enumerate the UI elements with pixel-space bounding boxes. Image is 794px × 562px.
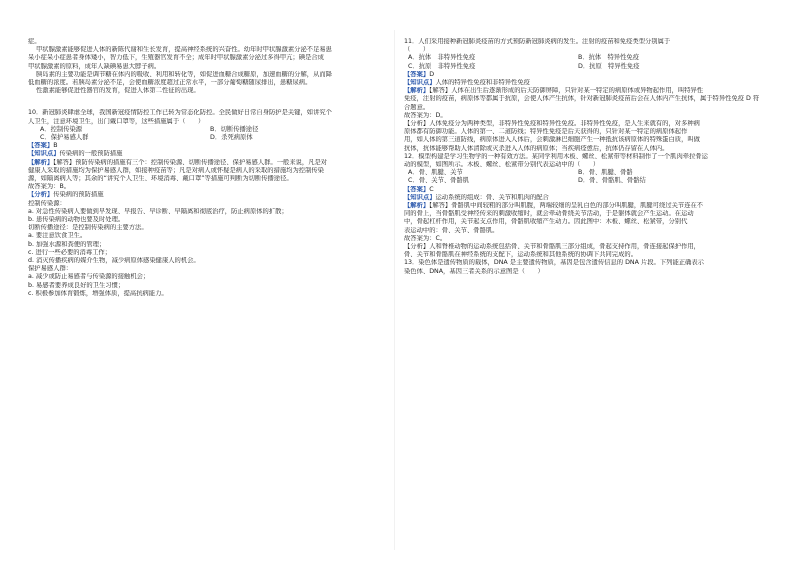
option-a: A．抗体 非特异性免疫 <box>408 54 476 62</box>
paragraph-line: 甲状腺激素能够促进人体的新陈代谢和生长发育，提高神经系统的兴奋性。幼年时甲状腺激素分泌不足易患 <box>36 46 332 54</box>
paragraph-line: 甲状腺激素的原料，成年人缺碘易患大脖子病。 <box>28 62 161 70</box>
option-c: C．骨、关节、骨骼肌 <box>408 177 470 185</box>
explanation-line: 同的骨上，当骨骼肌受神经传来的刺激收缩时，就会牵动骨绕关节活动，于是躯体就会产生运动。在运动 <box>404 210 694 218</box>
knowledge-value: 运动系统的组成：骨、关节和肌肉的配合 <box>435 193 549 201</box>
explanation-text: 【解答】人体在出生后逐渐形成的后天防御屏障，只针对某一特定的病原体或异物起作用，叫特异性 <box>429 87 704 95</box>
spacer <box>28 95 386 109</box>
explanation-line: 免疫，注射的疫苗，病原体等都属于抗原，会使人体产生抗体，针对新冠肺炎疫苗后会在人体内产生抗体，属于特异性免疫 D 符 <box>404 95 760 103</box>
answer-value: B <box>53 142 58 150</box>
analysis-line: c. 进行一些必要的消毒工作； <box>28 248 112 256</box>
paragraph-line: 胰岛素的主要功能是调节糖在体内的吸收、利用和转化等，如促进血糖合成糖原，加速血糖的分解，从而降 <box>36 70 332 78</box>
explanation-text: 【解答】骨骼肌中间较粗的部分叫肌腹，两端较细的呈乳白色的部分叫肌腱，肌腱可绕过关节连在不 <box>429 202 704 210</box>
knowledge-label: 【知识点】 <box>404 79 436 87</box>
analysis-line: 控制传染源： <box>28 199 66 207</box>
option-b: B．骨、肌腱、骨骼 <box>578 169 633 177</box>
knowledge-value: 人体的特异性免疫和非特异性免疫 <box>435 79 530 87</box>
option-d: D．抗原 特异性免疫 <box>578 62 640 70</box>
answer-value: D <box>429 70 435 78</box>
explanation-line: 故答案为：B。 <box>28 183 71 191</box>
knowledge-point-line <box>28 150 386 158</box>
analysis-line: 保护易感人群： <box>28 265 73 273</box>
explanation-line <box>28 159 386 167</box>
analysis-line: b. 患传染病的动物也要及时处理。 <box>28 216 125 224</box>
question-11-options-row <box>404 54 762 62</box>
option-a: A．骨、肌腱、关节 <box>408 169 463 177</box>
knowledge-point-line <box>404 79 762 87</box>
analysis-line: 【分析】人体免疫分为两种类型，非特异性免疫和特异性免疫。非特异性免疫，是人生来就有的，对多种病 <box>404 120 700 128</box>
explanation-line: 健康人采取的措施均为保护易感人群，如接种疫苗等；凡是对病人或怀疑是病人的采取的措施均为控制传染 <box>28 166 324 174</box>
right-column <box>404 38 762 276</box>
explanation-text: 【解答】预防传染病的措施有三个：控制传染源、切断传播途径、保护易感人群。一般来说，凡是对 <box>53 158 328 166</box>
explanation-line <box>404 87 762 95</box>
analysis-line: 抗体，抗体能够帮助人体清除或灭杀进入人体的病原体；当疾病痊愈后，抗体仍存留在人体内。 <box>404 144 669 152</box>
explanation-label: 【解析】 <box>404 87 430 95</box>
analysis-line: a. 要注意饮食卫生。 <box>28 232 87 240</box>
answer-value: C <box>429 185 434 193</box>
explanation-line: 故答案为：D。 <box>404 111 447 119</box>
analysis-line <box>28 191 386 199</box>
analysis-line: 原体都有防御功能。人体的第一、二道防线；特异性免疫是后天获得的，只针对某一特定的病原体起作 <box>404 128 688 136</box>
question-11-options-row <box>404 63 762 71</box>
explanation-label: 【解析】 <box>28 158 54 166</box>
analysis-line: 用，如人体的第三道防线，病原体进入人体后，会刺激淋巴细胞产生一种抵抗该病原体的特殊蛋白质，叫做 <box>404 136 700 144</box>
knowledge-point-line <box>404 194 762 202</box>
question-11-stem: 11．人们采用接种新冠肺炎疫苗的方式预防新冠肺炎病的发生。注射的疫苗和免疫类型分别属于 <box>404 38 671 45</box>
analysis-text: 传染病的预防措施 <box>53 191 104 199</box>
question-11-stem: （ ） <box>404 46 430 54</box>
question-10-stem: 人卫生，注意环境卫生，出门戴口罩等，这些措施属于（ ） <box>28 117 205 125</box>
question-10-stem: 10．新冠肺炎肆虐全球，我国新冠疫情防控工作已转为常态化防控。全民做好日常自身防护是关键，如讲究个 <box>28 109 332 117</box>
question-10-options-row <box>28 134 386 142</box>
option-c: C．保护易感人群 <box>40 134 89 142</box>
left-column <box>28 38 386 298</box>
explanation-line: 故答案为：C。 <box>404 234 447 242</box>
analysis-line: a. 减少或防止易感者与传染源的接触机会； <box>28 273 150 281</box>
option-b: B．切断传播途径 <box>210 125 259 133</box>
analysis-line: 【分析】人和脊椎动物的运动系统包括骨、关节和骨骼肌三部分组成，骨起支持作用，骨连接起保护作用， <box>404 243 700 251</box>
answer-label: 【答案】 <box>404 70 430 78</box>
explanation-line: 合题意。 <box>404 103 430 111</box>
answer-line <box>28 142 386 150</box>
explanation-line: 表运动中的：骨、关节、骨骼肌。 <box>404 226 499 234</box>
answer-label: 【答案】 <box>404 185 430 193</box>
option-d: D．杀死病原体 <box>210 134 253 142</box>
question-10-options-row <box>28 126 386 134</box>
knowledge-value: 传染病的一般预防措施 <box>59 150 123 158</box>
question-12-stem: 12．模型构建是学习生物学的一种有效方法。某同学利用木板、螺丝、松紧带等材料制作了一个肌肉牵拉骨运 <box>404 152 708 160</box>
analysis-line: 切断传播途径：是控制传染病的主要方法。 <box>28 224 148 232</box>
explanation-line: 中，骨起杠杆作用，关节起支点作用，骨骼肌收缩产生动力。因此图中：木板、螺丝、松紧带，分别代 <box>404 218 688 226</box>
analysis-line: d. 消灭传播疾病的媒介生物，减少病原体感染健康人的机会。 <box>28 257 200 265</box>
analysis-line: b. 加强水源和粪便的管理； <box>28 240 106 248</box>
explanation-line: 源，如隔离病人等；其余的“讲究个人卫生、环境消毒、戴口罩”等措施可判断为切断传播途径。 <box>28 175 293 183</box>
paragraph-line: 低血糖的浓度。若胰岛素分泌不足，会使血糖浓度超过正常水平，一部分葡萄糖随尿排出，患糖尿病。 <box>28 79 312 87</box>
analysis-line: b. 易感者要养成良好的卫生习惯； <box>28 281 125 289</box>
answer-line <box>404 186 762 194</box>
option-d: D．骨、骨骼肌、骨骼结 <box>578 177 646 185</box>
knowledge-label: 【知识点】 <box>28 150 60 158</box>
analysis-label: 【分析】 <box>28 191 54 199</box>
question-13-stem: 13．染色体是遗传物质的载体，DNA 是主要遗传物质，基因是包含遗传信息的 DNA 片段。下列能正确表示 <box>404 259 704 267</box>
analysis-line: a. 对急性传染病人要做到早发现、早报告、早诊断、早隔离和彻底治疗，防止病原体的扩散； <box>28 207 288 215</box>
analysis-line: c. 积极参加体育锻炼，增强体质，提高抗病能力。 <box>28 289 168 297</box>
column-divider <box>394 30 395 550</box>
question-13-stem: 染色体、DNA，基因三者关系的示意图是（ ） <box>404 267 544 275</box>
analysis-line: 骨、关节和骨骼肌在神经系统的支配下，运动系统和其他系统的协调下共同完成的。 <box>404 251 637 259</box>
question-12-options-row <box>404 177 762 185</box>
option-c: C．抗原 非特异性免疫 <box>408 62 476 70</box>
paragraph-line: 症。 <box>28 38 41 45</box>
knowledge-label: 【知识点】 <box>404 193 436 201</box>
explanation-label: 【解析】 <box>404 202 430 210</box>
paragraph-line: 性激素能够促进性器官的发育，促进人体第二性征的出现。 <box>36 87 200 95</box>
answer-label: 【答案】 <box>28 142 54 150</box>
answer-line <box>404 71 762 79</box>
option-a: A．控制传染源 <box>40 125 83 133</box>
question-12-stem: 动的模型，如图所示。木板、螺丝、松紧带分别代表运动中的（ ） <box>404 161 600 169</box>
paragraph-line: 呆小症呆小症患者身体矮小，智力低下，生殖器官发育不全；成年时甲状腺激素分泌过多得甲亢；碘是合成 <box>28 54 324 62</box>
explanation-line <box>404 202 762 210</box>
option-b: B．抗体 特异性免疫 <box>578 54 639 62</box>
